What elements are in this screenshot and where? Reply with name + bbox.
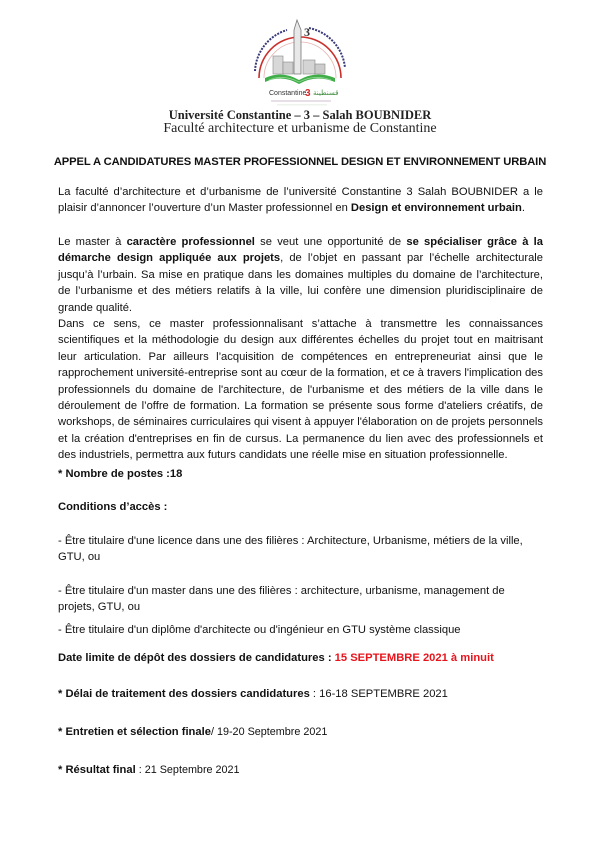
- condition-item: - Être titulaire d'un diplôme d'architecte ou d'ingénieur en GTU système classique: [58, 624, 461, 636]
- schedule-result: [58, 762, 543, 778]
- objectives-paragraph: Dans ce sens, ce master professionnalisant s’attache à transmettre les connaissances scientifiques et la méthodologie du design aux différentes échelles du projet tout en maitrisant leur articulation. Par ailleurs l’acquisition de compétences en entrepreneuriat ainsi que le rapprochement université-entreprise sont au cœur de la formation, et ce à travers l'implication des professionnels du domaine de l'architecture, de l'urbanisme et des métiers de la ville dans le déroulement de l’offre de formation. La formation se présente sous forme d'ateliers créatifs, de workshops, de séminaires curriculaires qui visent à appuyer l'élaboration on de projets personnels et la création d'entreprises en fin de cursus. La permanence du lien avec des professionnels et des industriels, permettra aux futurs candidats une réelle mise en situation professionnelle.: [58, 318, 543, 462]
- p2-bold-2: se spécialiser grâce à la démarche design appliquée aux projets: [58, 236, 543, 265]
- schedule-value: 16-18 SEPTEMBRE 2021: [319, 688, 448, 700]
- condition-item: - Être titulaire d'un master dans une des filières : architecture, urbanisme, management de projets, GTU, ou: [58, 585, 505, 614]
- positions-count: * Nombre de postes :18: [58, 468, 183, 480]
- condition-item: - Être titulaire d'une licence dans une des filières : Architecture, Urbanisme, métiers de la ville, GTU, ou: [58, 535, 523, 564]
- svg-text:Constantine: Constantine: [269, 90, 307, 97]
- schedule-sep: :: [309, 688, 320, 700]
- schedule-label: * Résultat final: [58, 764, 136, 776]
- intro-text: La faculté d’architecture et d’urbanisme de l’université Constantine 3 Salah BOUBNIDER a le plaisir d’annoncer l’ouverture d’un Master professionnel en: [58, 186, 543, 215]
- p2-text-1: Le master à: [58, 236, 127, 248]
- intro-end: .: [521, 202, 525, 215]
- intro-paragraph: [58, 184, 543, 217]
- university-logo-icon: [247, 16, 353, 108]
- program-name: Design et environnement urbain: [350, 202, 522, 215]
- schedule-label: * Entretien et sélection finale: [58, 726, 211, 738]
- svg-text:3: 3: [304, 25, 310, 39]
- university-name: Université Constantine – 3 – Salah BOUBNIDER: [168, 108, 432, 122]
- schedule-label: * Délai de traitement des dossiers candidatures: [58, 688, 310, 700]
- deadline-value: 15 SEPTEMBRE 2021 à minuit: [334, 652, 494, 664]
- schedule-sep: :: [135, 764, 145, 776]
- schedule-interview: [58, 724, 543, 740]
- p2-text-3: , de l’objet en passant par l’échelle architecturale jusqu’à l’urbain. Sa mise en pratique dans les domaines multiples du domaine de l’architecture, de l’urbanisme et des métiers relatifs à la ville, lui confère une dimension pluridisciplinaire de grande qualité.: [58, 252, 544, 314]
- schedule-value: 19-20 Septembre 2021: [216, 726, 328, 738]
- p2-text-2: se veut une opportunité de: [254, 236, 407, 248]
- deadline-label: Date limite de dépôt des dossiers de candidatures :: [58, 652, 335, 664]
- deadline-line: [58, 650, 543, 666]
- schedule-sep: /: [210, 726, 217, 738]
- schedule-value: 21 Septembre 2021: [144, 764, 240, 776]
- schedule-processing: [58, 686, 543, 702]
- document-title: APPEL A CANDIDATURES MASTER PROFESSIONNEL DESIGN ET ENVIRONNEMENT URBAIN: [53, 156, 547, 168]
- svg-text:قسنطينة: قسنطينة: [313, 89, 339, 97]
- svg-text:3: 3: [305, 88, 311, 99]
- conditions-heading: Conditions d’accès :: [58, 501, 168, 513]
- faculty-name: Faculté architecture et urbanisme de Constantine: [163, 121, 437, 136]
- p2-bold-1: caractère professionnel: [126, 236, 255, 248]
- description-paragraph: [58, 234, 543, 316]
